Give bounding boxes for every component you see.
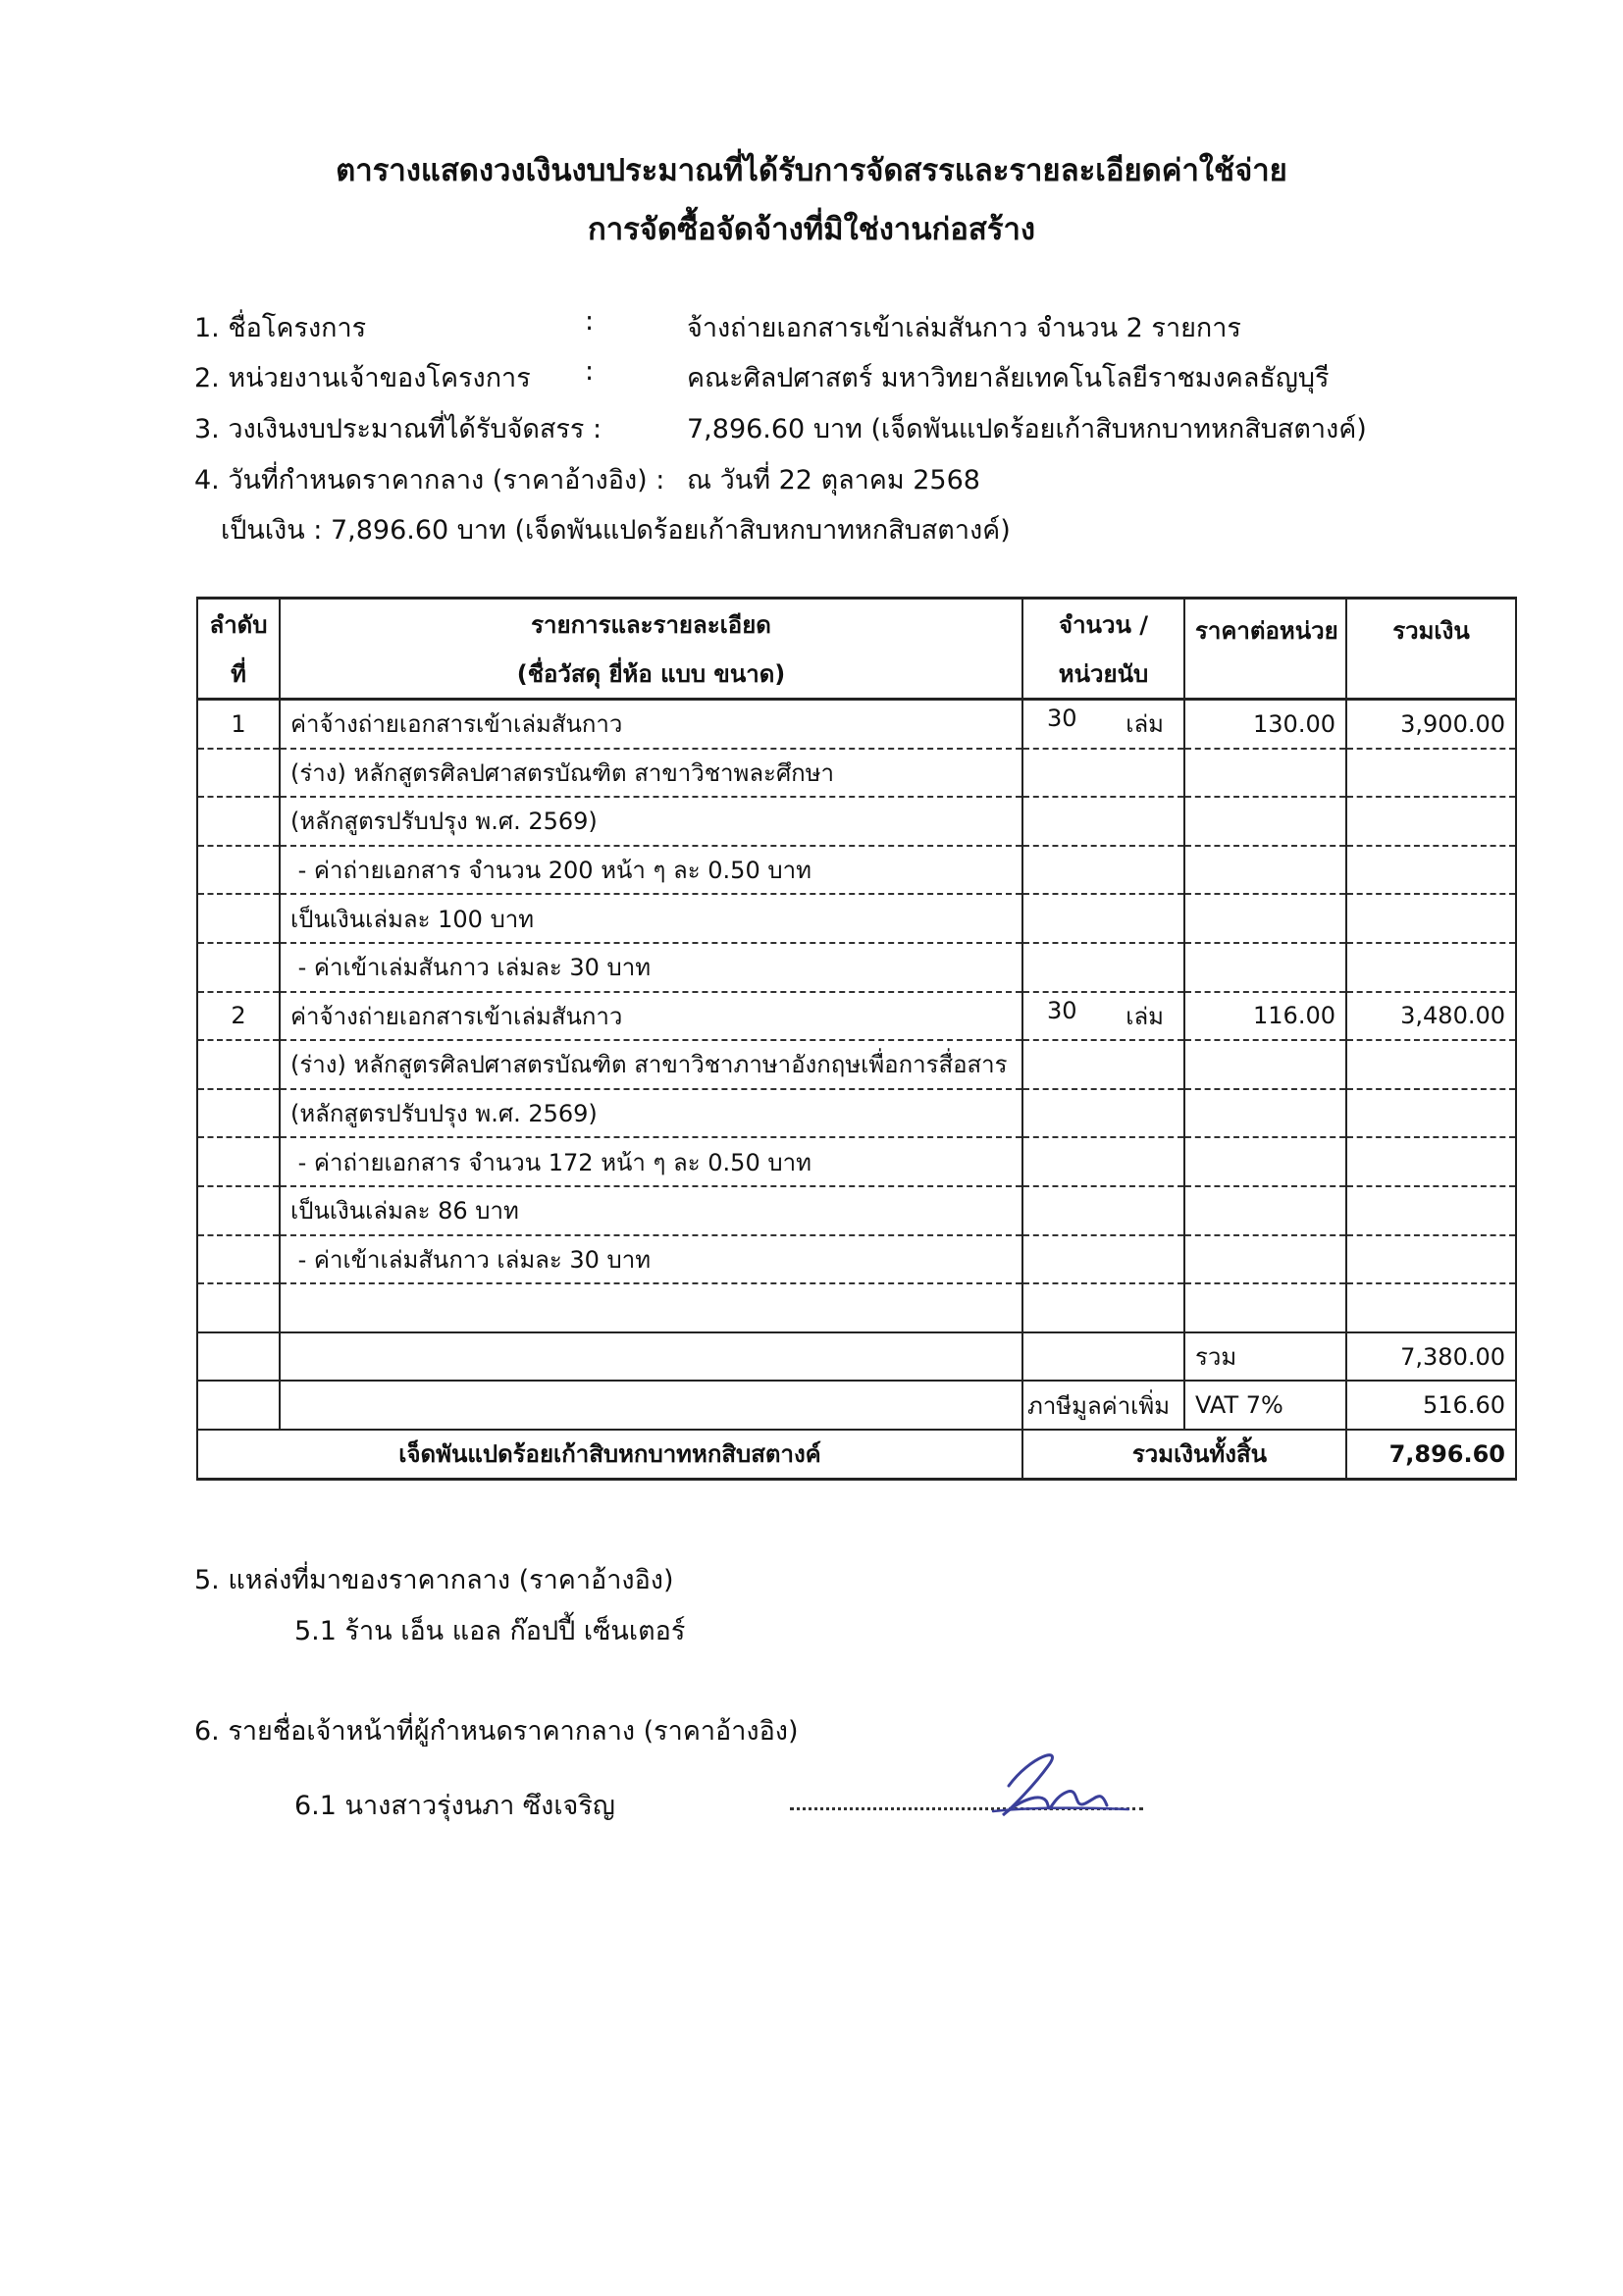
row-no bbox=[197, 1283, 280, 1332]
row-no bbox=[197, 943, 280, 992]
row-qty-cell bbox=[1022, 943, 1184, 992]
row-price bbox=[1184, 1137, 1346, 1186]
reference-date-value: ณ วันที่ 22 ตุลาคม 2568 bbox=[687, 465, 980, 496]
reference-date-label: 4. วันที่กำหนดราคากลาง (ราคาอ้างอิง) : bbox=[194, 465, 665, 496]
header-desc: รายการและรายละเอียด bbox=[280, 599, 1022, 650]
row-desc: - ค่าเข้าเล่มสันกาว เล่มละ 30 บาท bbox=[280, 1235, 1022, 1284]
row-no bbox=[197, 1186, 280, 1235]
document-title-line1: ตารางแสดงวงเงินงบประมาณที่ได้รับการจัดสรรและรายละเอียดค่าใช้จ่าย bbox=[336, 153, 1287, 188]
row-price: 130.00 bbox=[1184, 700, 1346, 749]
project-name-colon: : bbox=[585, 306, 595, 337]
header-qty-2: หน่วยนับ bbox=[1022, 649, 1184, 700]
row-no bbox=[197, 1040, 280, 1089]
row-price bbox=[1184, 1186, 1346, 1235]
row-qty-cell bbox=[1022, 894, 1184, 943]
row-no bbox=[197, 846, 280, 895]
row-desc: เป็นเงินเล่มละ 100 บาท bbox=[280, 894, 1022, 943]
table-row bbox=[197, 846, 1516, 895]
row-qty-cell bbox=[1022, 1040, 1184, 1089]
row-total bbox=[1346, 1089, 1516, 1138]
row-price: 116.00 bbox=[1184, 992, 1346, 1041]
row-no: 2 bbox=[197, 992, 280, 1041]
table-header-row bbox=[197, 599, 1516, 650]
vat-value: 516.60 bbox=[1346, 1381, 1516, 1430]
vat-rate: VAT 7% bbox=[1184, 1381, 1346, 1430]
row-price bbox=[1184, 749, 1346, 798]
table-row bbox=[197, 894, 1516, 943]
row-qty-cell bbox=[1022, 992, 1184, 1041]
row-no: 1 bbox=[197, 700, 280, 749]
grand-total-row bbox=[197, 1430, 1516, 1480]
table-row bbox=[197, 943, 1516, 992]
owner-label: 2. หน่วยงานเจ้าของโครงการ bbox=[194, 363, 531, 393]
header-total: รวมเงิน bbox=[1346, 599, 1516, 700]
row-total bbox=[1346, 1186, 1516, 1235]
row-total bbox=[1346, 894, 1516, 943]
row-no bbox=[197, 1089, 280, 1138]
row-qty-cell bbox=[1022, 1186, 1184, 1235]
document-title-line2: การจัดซื้อจัดจ้างที่มิใช่งานก่อสร้าง bbox=[587, 212, 1036, 247]
section5-heading: 5. แหล่งที่มาของราคากลาง (ราคาอ้างอิง) bbox=[194, 1565, 674, 1595]
vat-label: ภาษีมูลค่าเพิ่ม bbox=[1022, 1381, 1184, 1430]
row-price bbox=[1184, 1040, 1346, 1089]
row-price bbox=[1184, 1089, 1346, 1138]
row-total bbox=[1346, 943, 1516, 992]
row-qty-cell bbox=[1022, 1283, 1184, 1332]
row-qty-cell bbox=[1022, 749, 1184, 798]
row-price bbox=[1184, 797, 1346, 846]
row-total bbox=[1346, 749, 1516, 798]
row-no bbox=[197, 749, 280, 798]
row-price bbox=[1184, 1235, 1346, 1284]
row-price bbox=[1184, 1283, 1346, 1332]
row-desc: (ร่าง) หลักสูตรศิลปศาสตรบัณฑิต สาขาวิชาพละศึกษา bbox=[280, 749, 1022, 798]
table-row bbox=[197, 1283, 1516, 1332]
row-total bbox=[1346, 1283, 1516, 1332]
row-price bbox=[1184, 943, 1346, 992]
row-total: 3,480.00 bbox=[1346, 992, 1516, 1041]
row-qty: 30 bbox=[1047, 996, 1077, 1024]
project-name-label: 1. ชื่อโครงการ bbox=[194, 313, 367, 343]
row-desc: - ค่าถ่ายเอกสาร จำนวน 200 หน้า ๆ ละ 0.50 บาท bbox=[280, 846, 1022, 895]
row-qty-cell bbox=[1022, 1089, 1184, 1138]
table-row bbox=[197, 797, 1516, 846]
vat-row bbox=[197, 1381, 1516, 1430]
row-total bbox=[1346, 1235, 1516, 1284]
row-total: 3,900.00 bbox=[1346, 700, 1516, 749]
table-row bbox=[197, 1235, 1516, 1284]
subtotal-row bbox=[197, 1332, 1516, 1382]
grand-total-value: 7,896.60 bbox=[1346, 1430, 1516, 1480]
header-qty: จำนวน / bbox=[1022, 599, 1184, 650]
row-total bbox=[1346, 1040, 1516, 1089]
owner-value: คณะศิลปศาสตร์ มหาวิทยาลัยเทคโนโลยีราชมงคลธัญบุรี bbox=[687, 363, 1330, 393]
grand-total-label: รวมเงินทั้งสิ้น bbox=[1022, 1430, 1346, 1480]
table-row bbox=[197, 1040, 1516, 1089]
amount-line: เป็นเงิน : 7,896.60 บาท (เจ็ดพันแปดร้อยเก้าสิบหกบาทหกสิบสตางค์) bbox=[221, 515, 1011, 546]
row-total bbox=[1346, 797, 1516, 846]
project-name-value: จ้างถ่ายเอกสารเข้าเล่มสันกาว จำนวน 2 รายการ bbox=[687, 313, 1241, 343]
owner-colon: : bbox=[585, 356, 595, 387]
header-no: ลำดับ bbox=[197, 599, 280, 650]
header-no-2: ที่ bbox=[197, 649, 280, 700]
table-row bbox=[197, 749, 1516, 798]
table-row bbox=[197, 992, 1516, 1041]
row-qty-cell bbox=[1022, 700, 1184, 749]
row-no bbox=[197, 894, 280, 943]
row-desc: (หลักสูตรปรับปรุง พ.ศ. 2569) bbox=[280, 1089, 1022, 1138]
row-total bbox=[1346, 846, 1516, 895]
budget-value: 7,896.60 บาท (เจ็ดพันแปดร้อยเก้าสิบหกบาทหกสิบสตางค์) bbox=[687, 414, 1367, 444]
header-desc-2: (ชื่อวัสดุ ยี่ห้อ แบบ ขนาด) bbox=[280, 649, 1022, 700]
row-no bbox=[197, 797, 280, 846]
row-desc bbox=[280, 1283, 1022, 1332]
table-row bbox=[197, 700, 1516, 749]
row-desc: (หลักสูตรปรับปรุง พ.ศ. 2569) bbox=[280, 797, 1022, 846]
row-desc: ค่าจ้างถ่ายเอกสารเข้าเล่มสันกาว bbox=[280, 992, 1022, 1041]
row-desc: - ค่าถ่ายเอกสาร จำนวน 172 หน้า ๆ ละ 0.50 บาท bbox=[280, 1137, 1022, 1186]
section6-item: 6.1 นางสาวรุ่งนภา ซึงเจริญ bbox=[294, 1791, 615, 1821]
table-row bbox=[197, 1137, 1516, 1186]
budget-label: 3. วงเงินงบประมาณที่ได้รับจัดสรร : bbox=[194, 414, 602, 444]
row-desc: ค่าจ้างถ่ายเอกสารเข้าเล่มสันกาว bbox=[280, 700, 1022, 749]
budget-table bbox=[196, 597, 1517, 1481]
signature-icon bbox=[991, 1747, 1148, 1825]
row-desc: - ค่าเข้าเล่มสันกาว เล่มละ 30 บาท bbox=[280, 943, 1022, 992]
section6-heading: 6. รายชื่อเจ้าหน้าที่ผู้กำหนดราคากลาง (ราคาอ้างอิง) bbox=[194, 1716, 799, 1747]
header-price: ราคาต่อหน่วย bbox=[1184, 599, 1346, 700]
row-qty-cell bbox=[1022, 846, 1184, 895]
row-qty: 30 bbox=[1047, 704, 1077, 733]
row-total bbox=[1346, 1137, 1516, 1186]
row-qty-cell bbox=[1022, 1235, 1184, 1284]
subtotal-label: รวม bbox=[1184, 1332, 1346, 1382]
row-unit: เล่ม bbox=[1126, 710, 1164, 739]
row-qty-cell bbox=[1022, 797, 1184, 846]
grand-total-text: เจ็ดพันแปดร้อยเก้าสิบหกบาทหกสิบสตางค์ bbox=[197, 1430, 1022, 1480]
row-desc: เป็นเงินเล่มละ 86 บาท bbox=[280, 1186, 1022, 1235]
table-row bbox=[197, 1186, 1516, 1235]
row-no bbox=[197, 1137, 280, 1186]
section5-item: 5.1 ร้าน เอ็น แอล ก๊อปปี้ เซ็นเตอร์ bbox=[294, 1616, 686, 1646]
table-row bbox=[197, 1089, 1516, 1138]
row-unit: เล่ม bbox=[1126, 1002, 1164, 1030]
row-price bbox=[1184, 894, 1346, 943]
row-desc: (ร่าง) หลักสูตรศิลปศาสตรบัณฑิต สาขาวิชาภาษาอังกฤษเพื่อการสื่อสาร bbox=[280, 1040, 1022, 1089]
row-qty-cell bbox=[1022, 1137, 1184, 1186]
row-no bbox=[197, 1235, 280, 1284]
subtotal-value: 7,380.00 bbox=[1346, 1332, 1516, 1382]
row-price bbox=[1184, 846, 1346, 895]
